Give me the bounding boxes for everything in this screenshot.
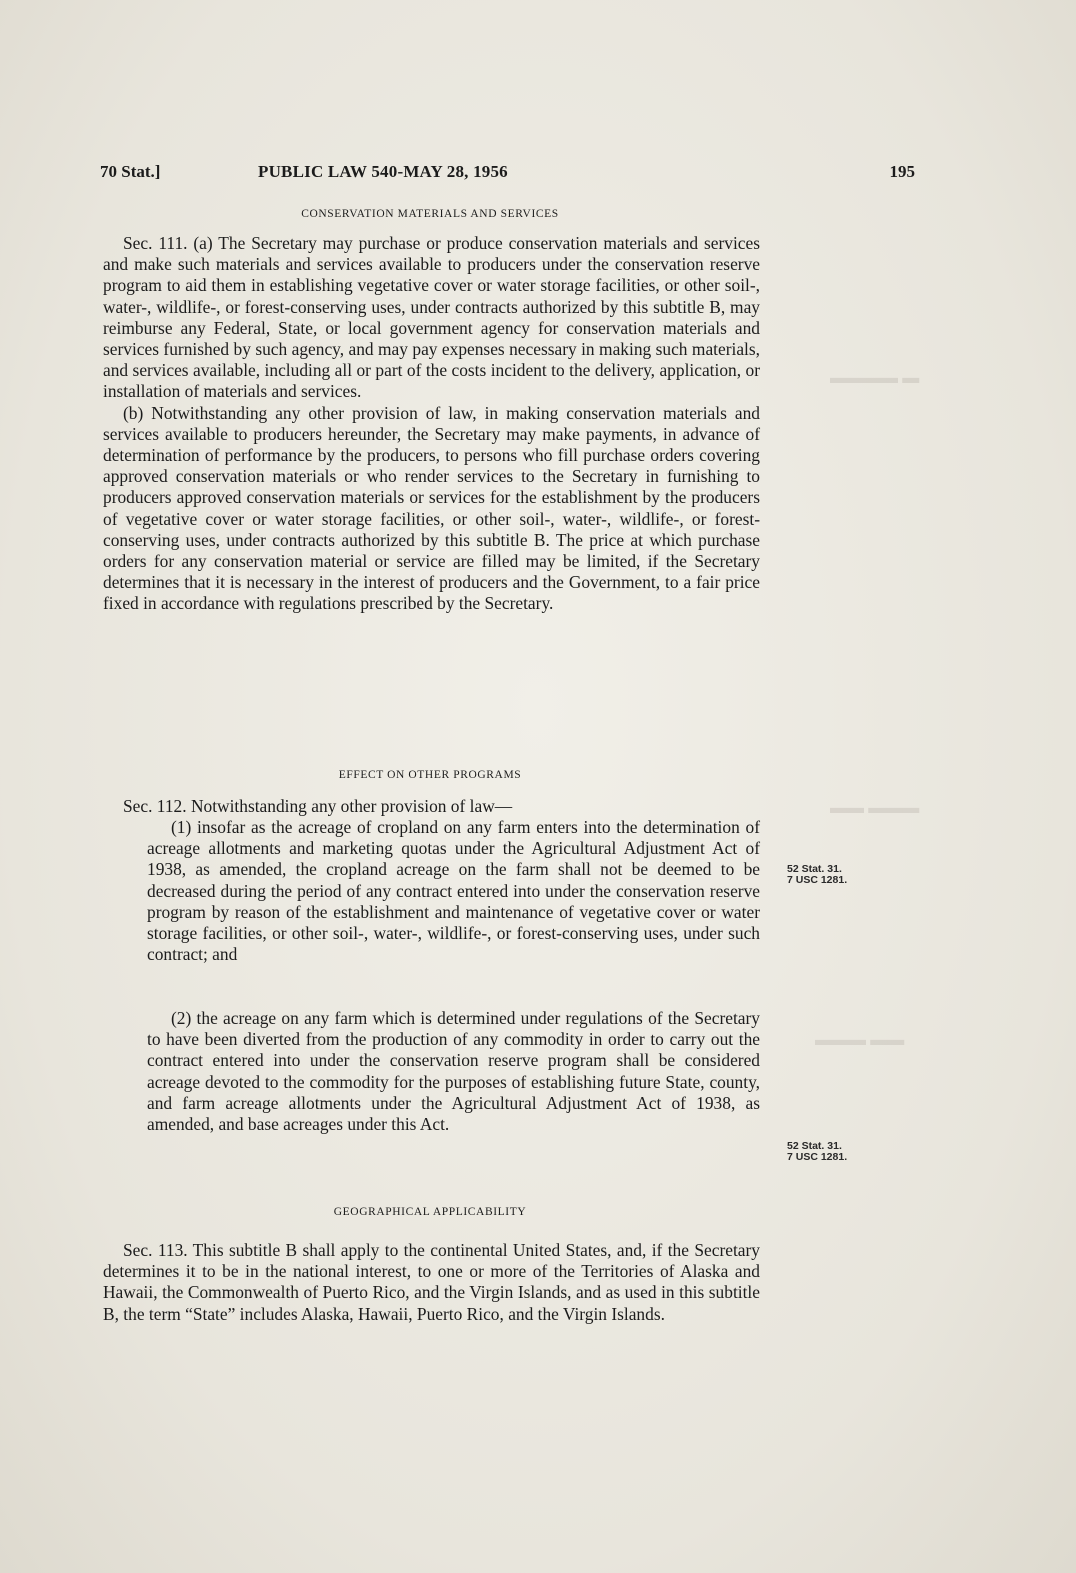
header-title: PUBLIC LAW 540-MAY 28, 1956 [258, 162, 508, 181]
section-111-paragraph-b: (b) Notwithstanding any other provision of law, in making conservation materials and services available to producers hereunder, the Secretary may make payments, in advance of determination of performance by the producers, to persons who fill purchase orders covering approved conservation materials or who render services to the Secretary in furnishing to producers approved conservation materials or services for the establishment by the producers of vegetative cover or water storage facilities, or other soil-, water-, wildlife-, or forest-conserving uses, under contracts authorized by this subtitle B. The price at which purchase orders for any conservation material or service are filled may be limited, if the Secretary determines that it is necessary in the interest of producers and the Government, to a fair price fixed in accordance with regulations prescribed by the Secretary. [103, 402, 760, 614]
section-112-item-1: (1) insofar as the acreage of cropland on any farm enters into the determination of acreage allotments and marketing quotas under the Agricultural Adjustment Act of 1938, as amended, the cropland acreage on the farm shall not be deemed to be decreased during the period of any contract entered into under the conservation reserve program by reason of the establishment and maintenance of vegetative cover or water storage facilities, or other soil-, water-, wildlife-, or forest-conserving uses, under such contract; and [147, 817, 760, 965]
bleed-through-decoration: ▬▬▬ ▬▬ [830, 798, 920, 817]
section-112-intro-text: Sec. 112. Notwithstanding any other provision of law— [123, 796, 513, 816]
section-111-body [103, 233, 760, 615]
section-heading-112: EFFECT ON OTHER PROGRAMS [338, 769, 522, 781]
section-112-intro [103, 796, 760, 817]
page-header [100, 162, 915, 188]
margin-citation-2 [787, 1141, 847, 1163]
margin-citation-2-usc: 7 USC 1281. [787, 1151, 848, 1163]
section-113-body [103, 1240, 760, 1325]
section-112-item-2: (2) the acreage on any farm which is determined under regulations of the Secretary to have been diverted from the production of any commodity in order to carry out the contract entered into under the conservation reserve program shall be considered acreage devoted to the commodity for the purposes of establishing future State, county, and farm acreage allotments under the Agricultural Adjustment Act of 1938, as amended, and base acreages under this Act. [147, 1008, 760, 1135]
margin-citation-1-stat: 52 Stat. 31. [787, 863, 842, 875]
section-111-paragraph-a: Sec. 111. (a) The Secretary may purchase or produce conservation materials and services and make such materials and services available to producers under the conservation reserve program to aid them in establishing vegetative cover or water storage facilities, or other soil-, water-, wildlife-, or forest-conserving uses, under contracts authorized by this subtitle B, may reimburse any Federal, State, or local government agency for conservation materials and services furnished by such agency, and may pay expenses necessary in making such materials, and services available, including all or part of the costs incident to the delivery, application, or installation of materials and services. [103, 233, 760, 402]
margin-citation-1 [787, 864, 847, 886]
section-heading-111: CONSERVATION MATERIALS AND SERVICES [301, 208, 559, 220]
margin-citation-2-stat: 52 Stat. 31. [787, 1140, 842, 1152]
header-statute-volume: 70 Stat.] [100, 162, 161, 181]
margin-citation-1-usc: 7 USC 1281. [787, 874, 848, 886]
section-heading-113: GEOGRAPHICAL APPLICABILITY [333, 1206, 527, 1218]
bleed-through-decoration: ▬▬ ▬▬▬ [815, 1030, 905, 1049]
bleed-through-decoration: ▬ ▬▬▬▬ [830, 368, 920, 387]
section-113-text: Sec. 113. This subtitle B shall apply to the continental United States, and, if the Secretary determines it to be in the national interest, to one or more of the Territories of Alaska and Hawaii, the Commonwealth of Puerto Rico, and the Virgin Islands, and as used in this subtitle B, the term “State” includes Alaska, Hawaii, Puerto Rico, and the Virgin Islands. [103, 1240, 760, 1324]
page-number: 195 [889, 162, 915, 181]
